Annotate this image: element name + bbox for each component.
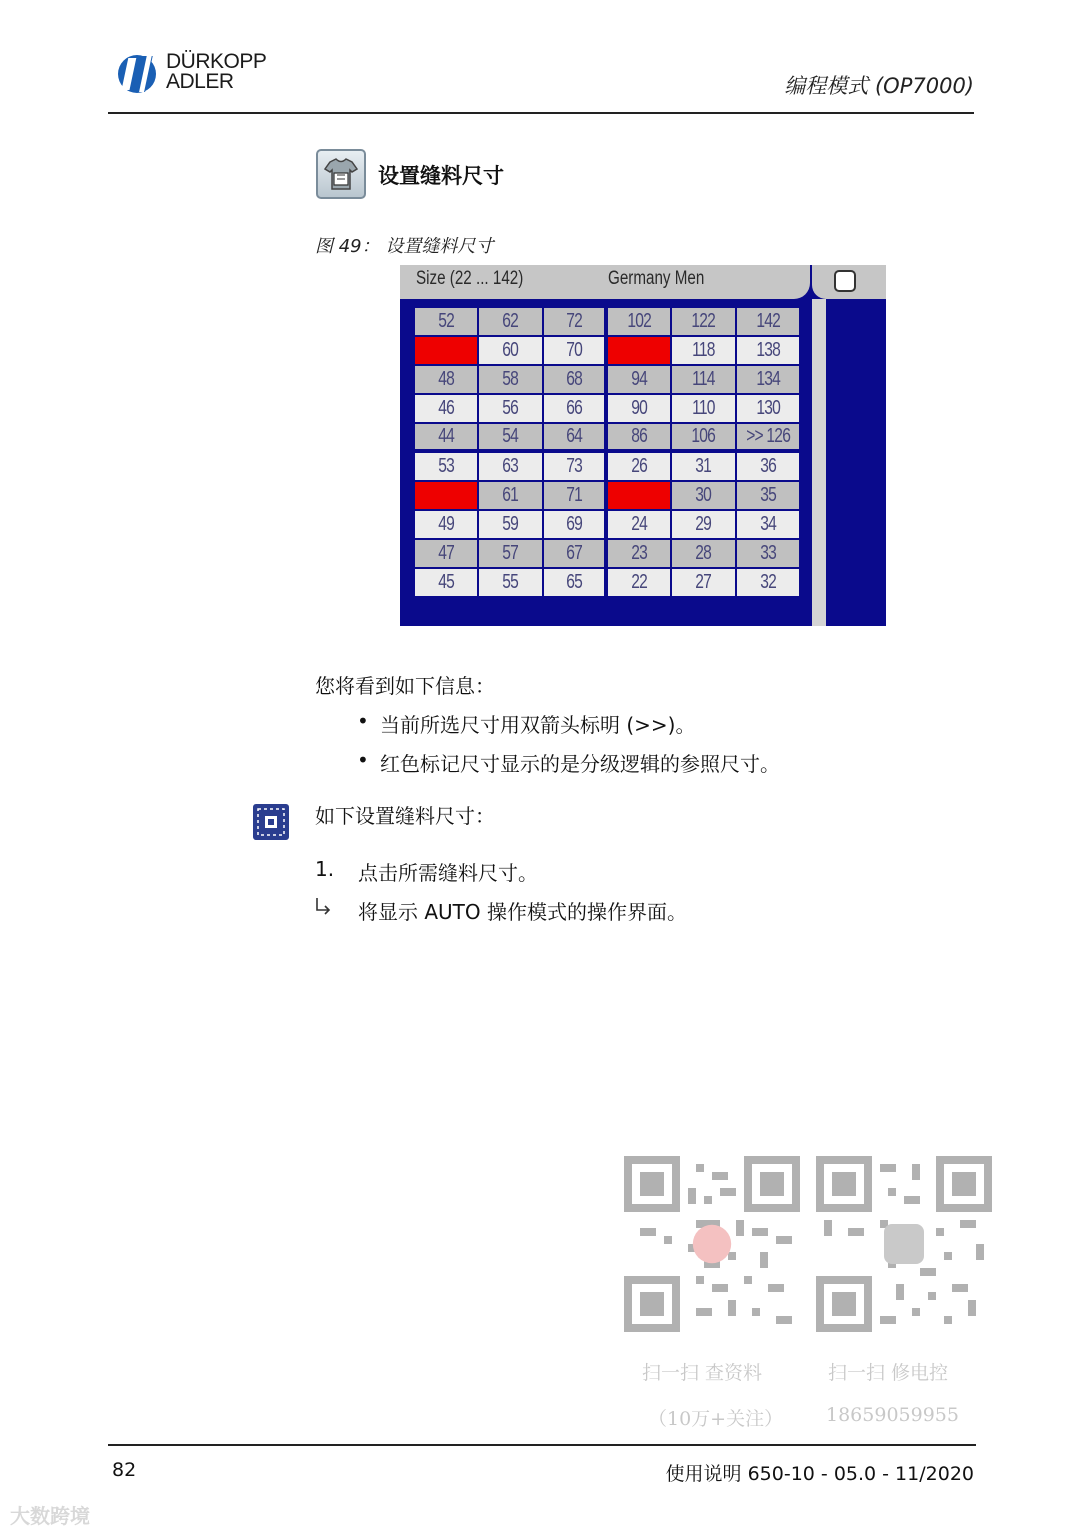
size-cell[interactable]: 36 (736, 452, 800, 481)
document-reference: 使用说明 650-10 - 05.0 - 11/2020 (665, 1463, 974, 1485)
size-cell[interactable]: 90 (607, 394, 671, 423)
size-cell[interactable]: 22 (607, 568, 671, 597)
size-profile-label: Germany Men (608, 268, 705, 289)
size-cell[interactable]: 102 (607, 307, 671, 336)
size-cell[interactable]: 63 (478, 452, 542, 481)
size-cell[interactable]: 48 (414, 365, 478, 394)
size-cell[interactable]: 58 (478, 365, 542, 394)
action-intro: 如下设置缝料尺寸： (315, 804, 495, 828)
size-cell[interactable]: 33 (736, 539, 800, 568)
info-intro: 您将看到如下信息： (315, 674, 495, 698)
size-cell[interactable]: 130 (736, 394, 800, 423)
qr-left-subcaption: （10万+关注） (648, 1408, 784, 1430)
qr-right-subcaption: 18659059955 (826, 1404, 959, 1426)
step-number: 1. (315, 857, 335, 881)
size-cell[interactable]: 110 (671, 394, 735, 423)
qr-left-caption: 扫一扫 查资料 (642, 1362, 763, 1384)
size-cell[interactable]: 26 (607, 452, 671, 481)
size-cell[interactable]: 86 (607, 423, 671, 452)
size-cell[interactable]: 45 (414, 568, 478, 597)
size-cell[interactable]: 114 (671, 365, 735, 394)
size-range-label: Size (22 ... 142) (416, 268, 524, 289)
size-cell[interactable]: 23 (607, 539, 671, 568)
size-cell[interactable]: 142 (736, 307, 800, 336)
size-cell[interactable]: 61 (478, 481, 542, 510)
result-text: 将显示 AUTO 操作模式的操作界面。 (358, 900, 687, 924)
size-cell[interactable]: 27 (671, 568, 735, 597)
size-cell[interactable]: 28 (671, 539, 735, 568)
action-icon (253, 804, 289, 840)
size-cell[interactable]: 68 (543, 365, 607, 394)
size-cell[interactable]: 34 (736, 510, 800, 539)
bullet-text: 红色标记尺寸显示的是分级逻辑的参照尺寸。 (380, 752, 780, 776)
size-cell[interactable]: 49 (414, 510, 478, 539)
size-cell-reference[interactable]: 98 (607, 336, 671, 365)
size-cell[interactable]: 53 (414, 452, 478, 481)
screen-checkbox[interactable] (834, 270, 856, 292)
size-cell[interactable]: 24 (607, 510, 671, 539)
size-cell[interactable]: 65 (543, 568, 607, 597)
size-cell[interactable]: 52 (414, 307, 478, 336)
size-cell[interactable]: 69 (543, 510, 607, 539)
size-cell[interactable]: 55 (478, 568, 542, 597)
size-cell[interactable]: 31 (671, 452, 735, 481)
size-cell[interactable]: 138 (736, 336, 800, 365)
size-cell[interactable]: 47 (414, 539, 478, 568)
page-number: 82 (112, 1459, 137, 1481)
size-cell[interactable]: 56 (478, 394, 542, 423)
size-cell[interactable]: 118 (671, 336, 735, 365)
size-cell-reference[interactable]: 50 (414, 336, 478, 365)
figure-caption: 图 49： 设置缝料尺寸 (315, 236, 494, 257)
size-cell[interactable]: 134 (736, 365, 800, 394)
size-cell[interactable]: 59 (478, 510, 542, 539)
watermark: 大数跨境 (10, 1504, 90, 1528)
result-arrow-icon (313, 896, 333, 923)
header-section-title: 编程模式 (OP7000) (784, 74, 974, 98)
shirt-icon (316, 149, 366, 199)
size-cell-reference[interactable]: 51 (414, 481, 478, 510)
size-cell[interactable]: 71 (543, 481, 607, 510)
size-cell[interactable]: 44 (414, 423, 478, 452)
bullet-icon: • (357, 748, 369, 772)
size-cell[interactable]: 67 (543, 539, 607, 568)
size-cell-reference[interactable]: 25 (607, 481, 671, 510)
size-cell[interactable]: 72 (543, 307, 607, 336)
size-grid (414, 307, 800, 597)
size-cell[interactable]: 66 (543, 394, 607, 423)
size-cell[interactable]: 62 (478, 307, 542, 336)
screen-scrollbar[interactable] (812, 299, 826, 626)
section-title: 设置缝料尺寸 (378, 164, 504, 188)
step-text: 点击所需缝料尺寸。 (358, 861, 538, 885)
header-rule (108, 112, 974, 114)
size-cell[interactable]: 35 (736, 481, 800, 510)
qr-code-right (816, 1156, 992, 1332)
size-cell[interactable]: 60 (478, 336, 542, 365)
size-cell[interactable]: 64 (543, 423, 607, 452)
bullet-icon: • (357, 709, 369, 733)
size-cell[interactable]: 106 (671, 423, 735, 452)
size-cell[interactable]: 122 (671, 307, 735, 336)
size-cell[interactable]: 32 (736, 568, 800, 597)
size-cell-selected[interactable]: >> 126 (736, 423, 800, 452)
logo-text: DÜRKOPP ADLER (166, 50, 267, 93)
footer-rule (108, 1444, 976, 1446)
size-cell[interactable]: 29 (671, 510, 735, 539)
qr-right-caption: 扫一扫 修电控 (828, 1362, 949, 1384)
size-cell[interactable]: 94 (607, 365, 671, 394)
size-cell[interactable]: 70 (543, 336, 607, 365)
size-cell[interactable]: 73 (543, 452, 607, 481)
qr-code-left (624, 1156, 800, 1332)
size-selection-screen (400, 265, 886, 626)
bullet-text: 当前所选尺寸用双箭头标明 (>>)。 (380, 713, 696, 737)
size-cell[interactable]: 54 (478, 423, 542, 452)
size-cell[interactable]: 46 (414, 394, 478, 423)
size-cell[interactable]: 30 (671, 481, 735, 510)
size-cell[interactable]: 57 (478, 539, 542, 568)
